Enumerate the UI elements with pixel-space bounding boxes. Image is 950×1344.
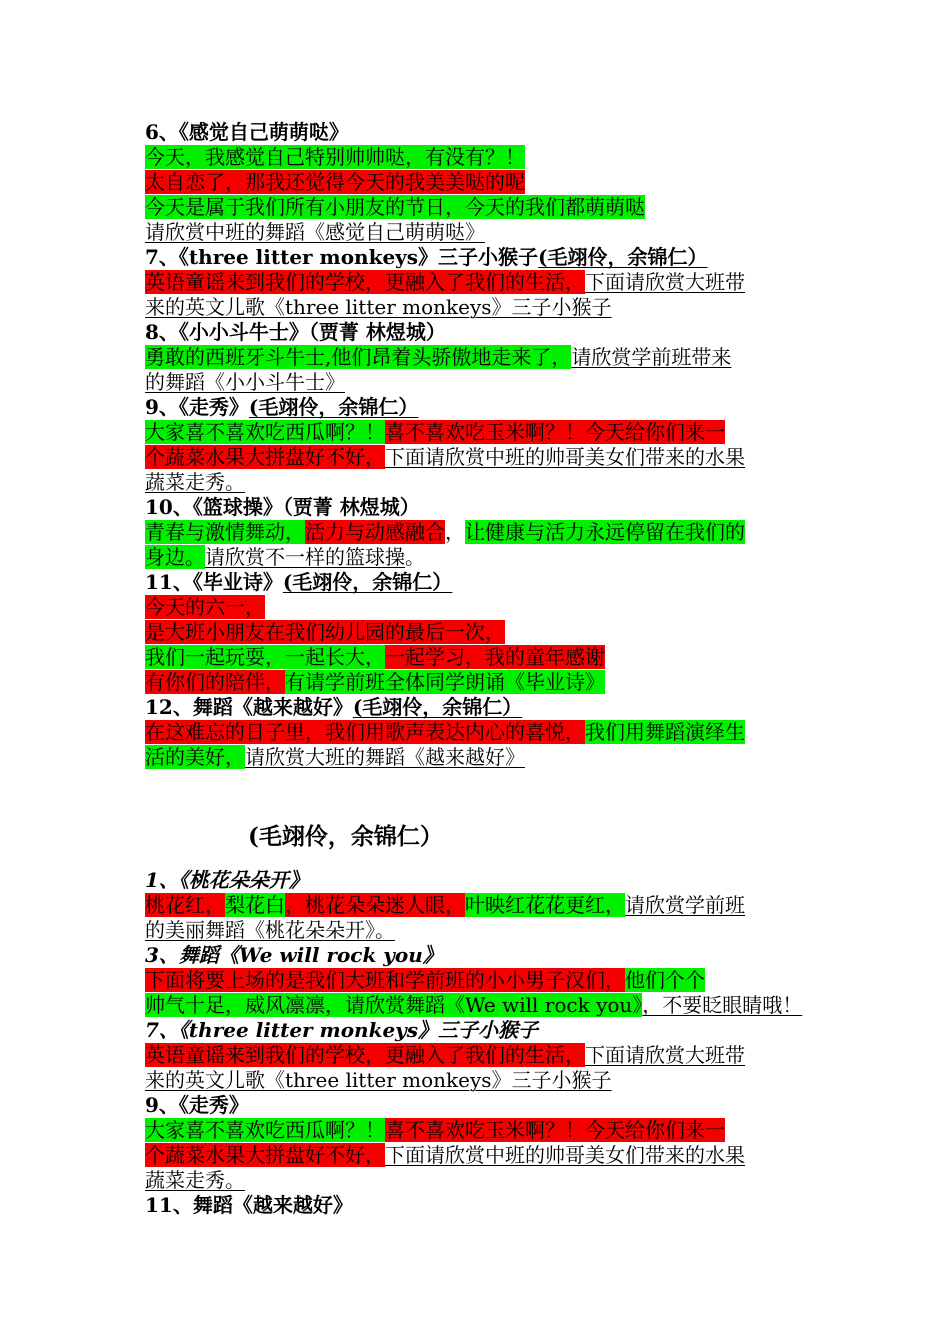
text-run: 英语童谣来到我们的学校，更融入了我们的生活， <box>145 270 585 294</box>
paragraph-line <box>145 270 807 295</box>
text-run: 。 <box>405 545 425 569</box>
paragraph-line <box>145 295 807 320</box>
text-run: 请欣赏学前班 <box>625 893 745 917</box>
text-run: 下面请欣赏中班的帅哥美女们带来的水果 <box>385 445 745 469</box>
paragraph-line <box>145 720 807 745</box>
text-run: 梨花白 <box>225 893 285 917</box>
document-part-1 <box>145 120 807 770</box>
paragraph-line <box>145 545 807 570</box>
text-run: 下面请欣赏大班带 <box>585 270 745 294</box>
paragraph-line <box>145 145 807 170</box>
text-run: (毛翊伶，余锦仁） <box>248 395 419 419</box>
text-run: 我们用舞蹈演绎生 <box>585 720 745 744</box>
paragraph-line <box>145 1043 807 1068</box>
program-heading <box>145 320 807 345</box>
text-run: 9、《走秀》 <box>145 1093 249 1117</box>
text-run: 喜不喜欢吃玉米啊？！今天给你们来一 <box>385 420 725 444</box>
text-run: 蔬菜走秀。 <box>145 1168 245 1192</box>
text-run: 英语童谣来到我们的学校，更融入了我们的生活， <box>145 1043 585 1067</box>
text-run: (毛翊伶，余锦仁） <box>538 245 708 269</box>
text-run: 勇敢的西班牙斗牛士,他们昂着头骄傲地走来了， <box>145 345 572 369</box>
text-run: 6、《感觉自己萌萌哒》 <box>145 120 349 144</box>
text-run: 今天的六一， <box>145 595 265 619</box>
text-run: 个蔬菜水果大拼盘好不好， <box>145 1143 385 1167</box>
text-run: 有你们的陪伴， <box>145 670 285 694</box>
text-run: 请欣赏不一样的篮球操 <box>205 545 405 569</box>
paragraph-line <box>145 893 807 918</box>
paragraph-line <box>145 968 807 993</box>
text-run: 的美丽舞蹈《桃花朵朵开》。 <box>145 918 395 942</box>
paragraph-line <box>145 1068 807 1093</box>
text-run: 11、舞蹈《越来越好》 <box>145 1193 353 1217</box>
section-heading: (毛翊伶，余锦仁） <box>248 823 443 850</box>
paragraph-line <box>145 645 807 670</box>
paragraph-line <box>145 1143 807 1168</box>
text-run: 11、《毕业诗》 <box>145 570 283 594</box>
text-run: 7、《three litter monkeys》三子小猴子 <box>145 245 539 269</box>
paragraph-line <box>145 620 807 645</box>
text-run: (毛翊伶，余锦仁） <box>352 695 523 719</box>
text-run: 一起学习，我的童年感谢 <box>385 645 605 669</box>
text-run: 1、《桃花朵朵开》 <box>145 868 309 892</box>
document-part-2 <box>145 868 807 1218</box>
text-run: 是大班小朋友在我们幼儿园的最后一次， <box>145 620 505 644</box>
program-heading <box>145 868 807 893</box>
paragraph-line <box>145 1118 807 1143</box>
text-run: 下面请欣赏大班带 <box>585 1043 745 1067</box>
paragraph-line <box>145 670 807 695</box>
text-run: 8、《小小斗牛士》（贾菁 林煜城） <box>145 320 446 344</box>
paragraph-line <box>145 745 807 770</box>
text-run: 12、舞蹈《越来越好》 <box>145 695 353 719</box>
text-run: 他们个个 <box>625 968 705 992</box>
text-run: 活力与动感融合 <box>305 520 445 544</box>
program-heading <box>145 570 807 595</box>
text-run: ， <box>445 520 465 544</box>
text-run: 请欣赏学前班带来 <box>571 345 732 369</box>
program-heading <box>145 495 807 520</box>
paragraph-line <box>145 420 807 445</box>
text-run: 我们一起玩耍，一起长大， <box>145 645 385 669</box>
program-heading <box>145 395 807 420</box>
text-run: 叶映红花花更红， <box>465 893 625 917</box>
text-run: 请欣赏中班的舞蹈《感觉自己萌萌哒》 <box>145 220 485 244</box>
program-heading <box>145 1093 807 1118</box>
text-run: 帅气十足，威风凛凛，请欣赏舞蹈《We will rock you》 <box>145 993 643 1017</box>
text-run: (毛翊伶，余锦仁） <box>282 570 453 594</box>
text-run: 桃花红， <box>145 893 225 917</box>
text-run: 7、《three litter monkeys》三子小猴子 <box>145 1018 539 1042</box>
text-run: 今天是属于我们所有小朋友的节日，今天的我们都萌萌哒 <box>145 195 645 219</box>
paragraph-line <box>145 170 807 195</box>
paragraph-line <box>145 220 807 245</box>
program-heading <box>145 120 807 145</box>
paragraph-line <box>145 520 807 545</box>
text-run: 有请学前班全体同学朗诵《毕业诗》 <box>285 670 605 694</box>
paragraph-line <box>145 595 807 620</box>
text-run: 太自恋了，那我还觉得今天的我美美哒的呢 <box>145 170 525 194</box>
text-run: 3、舞蹈《We will rock you》 <box>145 943 443 967</box>
program-heading <box>145 695 807 720</box>
paragraph-line <box>145 370 807 395</box>
program-heading <box>145 245 807 270</box>
paragraph-line <box>145 918 807 943</box>
text-run: 身边。 <box>145 545 205 569</box>
text-run: 个蔬菜水果大拼盘好不好， <box>145 445 385 469</box>
text-run: 在这难忘的日子里，我们用歌声表达内心的喜悦， <box>145 720 585 744</box>
text-run: 来的英文儿歌《three litter monkeys》三子小猴子 <box>145 1068 612 1092</box>
text-run: 喜不喜欢吃玉米啊？！今天给你们来一 <box>385 1118 725 1142</box>
text-run: 今天，我感觉自己特别帅帅哒，有没有？！ <box>145 145 525 169</box>
program-heading <box>145 1018 807 1043</box>
text-run: 大家喜不喜欢吃西瓜啊？！ <box>145 420 385 444</box>
paragraph-line <box>145 1168 807 1193</box>
text-run: 9、《走秀》 <box>145 395 249 419</box>
text-run: 请欣赏大班的舞蹈《越来越好》 <box>245 745 525 769</box>
paragraph-line <box>145 993 807 1018</box>
text-run: 青春与激情舞动， <box>145 520 305 544</box>
text-run: 活的美好， <box>145 745 245 769</box>
text-run: 让健康与活力永远停留在我们的 <box>465 520 745 544</box>
text-run: ，桃花朵朵迷人眼， <box>285 893 465 917</box>
text-run: 和学前班的小小男子汉们， <box>385 968 625 992</box>
text-run: 来的英文儿歌《three litter monkeys》三子小猴子 <box>145 295 612 319</box>
text-run: 的舞蹈《小小斗牛士》 <box>145 370 345 394</box>
text-run: 下面请欣赏中班的帅哥美女们带来的水果 <box>385 1143 745 1167</box>
text-run: ，不要眨眼睛哦！ <box>642 993 803 1017</box>
text-run: 下面将要上场的是我们大班 <box>145 968 385 992</box>
paragraph-line <box>145 195 807 220</box>
program-heading <box>145 943 807 968</box>
text-run: 10、《篮球操》（贾菁 林煜城） <box>145 495 420 519</box>
paragraph-line <box>145 345 807 370</box>
text-run: 大家喜不喜欢吃西瓜啊？！ <box>145 1118 385 1142</box>
paragraph-line <box>145 445 807 470</box>
paragraph-line <box>145 470 807 495</box>
program-heading <box>145 1193 807 1218</box>
text-run: 蔬菜走秀。 <box>145 470 245 494</box>
